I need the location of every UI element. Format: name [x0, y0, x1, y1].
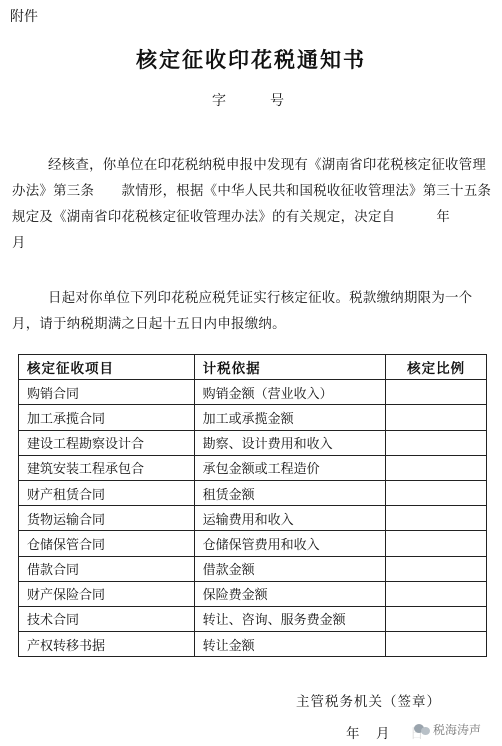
basis-cell: 转让、咨询、服务费金额	[194, 606, 386, 631]
header-rate: 核定比例	[386, 355, 487, 380]
date-year: 年	[346, 726, 360, 742]
header-item: 核定征收项目	[19, 355, 195, 380]
rate-cell	[386, 632, 487, 657]
date-month: 月	[376, 726, 390, 742]
table-row	[19, 531, 487, 556]
item-cell: 加工承揽合同	[19, 405, 195, 430]
body-paragraph-1: 经核查，你单位在印花税纳税申报中发现有《湖南省印花税核定征收管理办法》第三条 款情形，根据《中华人民共和国税收征收管理法》第三十五条规定及《湖南省印花税核定征收管理办法》的有关规定，决定自 年 月	[12, 158, 492, 251]
basis-cell: 转让金额	[194, 632, 386, 657]
basis-cell: 勘察、设计费用和收入	[194, 430, 386, 455]
table-row	[19, 556, 487, 581]
tax-authority-signature: 主管税务机关（签章）	[296, 694, 441, 710]
table-row	[19, 480, 487, 505]
table-row	[19, 405, 487, 430]
item-cell: 建筑安装工程承包合	[19, 455, 195, 480]
basis-cell: 租赁金额	[194, 480, 386, 505]
watermark-text: 税海涛声	[433, 722, 482, 737]
table-row	[19, 632, 487, 657]
wechat-icon	[414, 722, 430, 736]
item-cell: 技术合同	[19, 606, 195, 631]
basis-cell: 加工或承揽金额	[194, 405, 386, 430]
rate-cell	[386, 380, 487, 405]
rate-cell	[386, 531, 487, 556]
item-cell: 借款合同	[19, 556, 195, 581]
doc-no-suffix: 号	[270, 93, 284, 109]
header-basis: 计税依据	[194, 355, 386, 380]
basis-cell: 购销金额（营业收入）	[194, 380, 386, 405]
body-paragraph-2: 日起对你单位下列印花税应税凭证实行核定征收。税款缴纳期限为一个月，请于纳税期满之日起十五日内申报缴纳。	[12, 291, 473, 332]
item-cell: 产权转移书据	[19, 632, 195, 657]
basis-cell: 运输费用和收入	[194, 506, 386, 531]
item-cell: 仓储保管合同	[19, 531, 195, 556]
assessment-table	[18, 354, 487, 657]
rate-cell	[386, 480, 487, 505]
basis-cell: 保险费金额	[194, 581, 386, 606]
rate-cell	[386, 430, 487, 455]
table-row	[19, 606, 487, 631]
rate-cell	[386, 556, 487, 581]
rate-cell	[386, 606, 487, 631]
item-cell: 购销合同	[19, 380, 195, 405]
item-cell: 财产租赁合同	[19, 480, 195, 505]
rate-cell	[386, 405, 487, 430]
basis-cell: 承包金额或工程造价	[194, 455, 386, 480]
rate-cell	[386, 455, 487, 480]
rate-cell	[386, 506, 487, 531]
table-row	[19, 581, 487, 606]
table-row	[19, 380, 487, 405]
item-cell: 财产保险合同	[19, 581, 195, 606]
document-title: 核定征收印花税通知书	[136, 47, 366, 72]
watermark	[410, 718, 485, 740]
item-cell: 建设工程勘察设计合	[19, 430, 195, 455]
basis-cell: 借款金额	[194, 556, 386, 581]
item-cell: 货物运输合同	[19, 506, 195, 531]
attachment-label: 附件	[10, 9, 38, 25]
table-row	[19, 455, 487, 480]
basis-cell: 仓储保管费用和收入	[194, 531, 386, 556]
rate-cell	[386, 581, 487, 606]
doc-no-prefix: 字	[212, 93, 226, 109]
table-header-row	[19, 355, 487, 380]
table-row	[19, 430, 487, 455]
table-row	[19, 506, 487, 531]
